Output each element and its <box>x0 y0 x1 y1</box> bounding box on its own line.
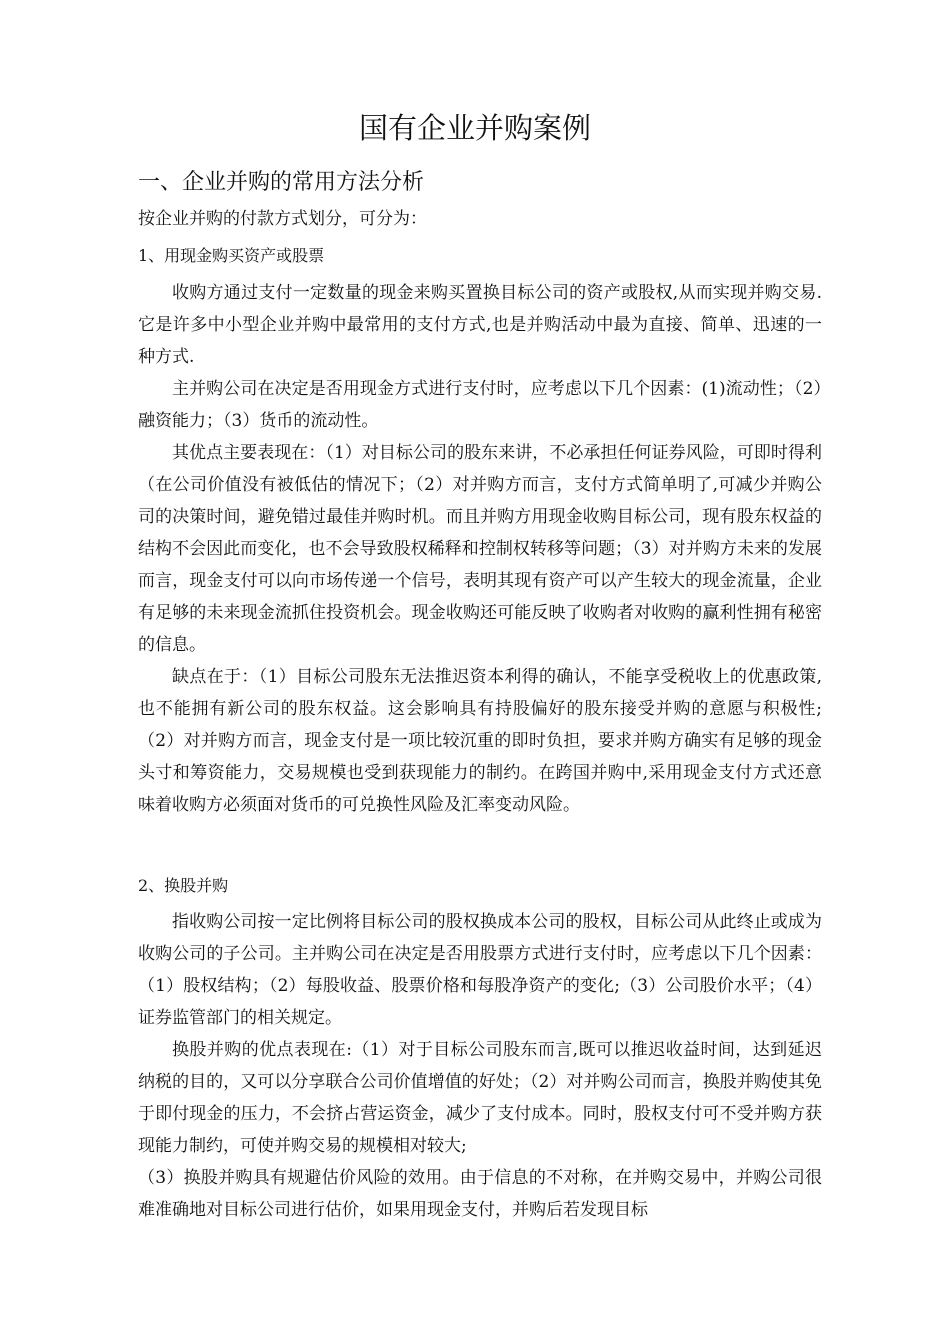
paragraph: 缺点在于：（1）目标公司股东无法推迟资本利得的确认，不能享受税收上的优惠政策,也不能拥有新公司的股东权益。这会影响具有持股偏好的股东接受并购的意愿与积极性;（2）对并购方而言，现金支付是一项比较沉重的即时负担，要求并购方确实有足够的现金头寸和筹资能力，交易规模也受到获现能力的制约。在跨国并购中,采用现金支付方式还意味着收购方必须面对货币的可兑换性风险及汇率变动风险。 <box>138 667 822 815</box>
intro-text: 按企业并购的付款方式划分，可分为： <box>138 209 427 229</box>
subsection-body-cash <box>138 277 822 821</box>
paragraph: 收购方通过支付一定数量的现金来购买置换目标公司的资产或股权,从而实现并购交易.它是许多中小型企业并购中最常用的支付方式,也是并购活动中最为直接、简单、迅速的一种方式. <box>138 283 822 367</box>
paragraph: 换股并购的优点表现在:（1）对于目标公司股东而言,既可以推迟收益时间，达到延迟纳税的目的，又可以分享联合公司价值增值的好处；（2）对并购公司而言，换股并购使其免于即付现金的压力，不会挤占营运资金，减少了支付成本。同时，股权支付可不受并购方获现能力制约，可使并购交易的规模相对较大; <box>138 1040 822 1156</box>
subsection-heading-cash: 1、用现金购买资产或股票 <box>138 246 325 265</box>
document-title: 国有企业并购案例 <box>358 111 591 145</box>
paragraph: 指收购公司按一定比例将目标公司的股权换成本公司的股权，目标公司从此终止或成为收购公司的子公司。主并购公司在决定是否用股票方式进行支付时，应考虑以下几个因素：（1）股权结构；（2）每股收益、股票价格和每股净资产的变化;（3）公司股价水平；（4）证券监管部门的相关规定。 <box>138 912 822 1028</box>
subsection-heading-stock: 2、换股并购 <box>138 876 229 895</box>
subsection-body-stock <box>138 906 822 1226</box>
paragraph: 主并购公司在决定是否用现金方式进行支付时，应考虑以下几个因素：(1)流动性；（2）融资能力；（3）货币的流动性。 <box>138 379 822 431</box>
paragraph: 其优点主要表现在：（1）对目标公司的股东来讲，不必承担任何证券风险，可即时得利（在公司价值没有被低估的情况下；（2）对并购方而言，支付方式简单明了,可减少并购公司的决策时间，避免错过最佳并购时机。而且并购方用现金收购目标公司，现有股东权益的结构不会因此而变化，也不会导致股权稀释和控制权转移等问题；（3）对并购方未来的发展而言，现金支付可以向市场传递一个信号，表明其现有资产可以产生较大的现金流量，企业有足够的未来现金流抓住投资机会。现金收购还可能反映了收购者对收购的赢利性拥有秘密的信息。 <box>138 443 822 655</box>
section-heading: 一、企业并购的常用方法分析 <box>138 170 425 195</box>
paragraph: （3）换股并购具有规避估价风险的效用。由于信息的不对称，在并购交易中，并购公司很难准确地对目标公司进行估价，如果用现金支付，并购后若发现目标 <box>138 1168 822 1220</box>
